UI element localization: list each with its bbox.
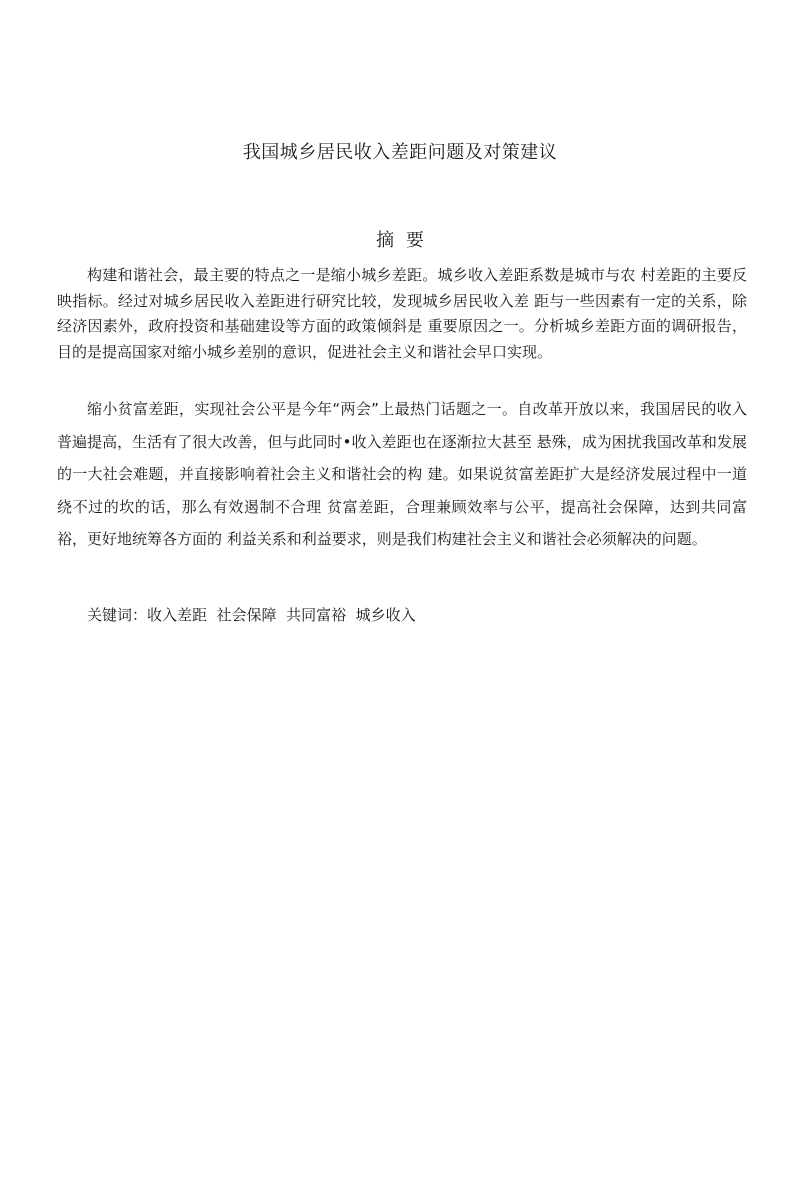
keywords-line: 关键词：收入差距 社会保障 共同富裕 城乡收入 (87, 606, 416, 624)
abstract-heading: 摘 要 (376, 230, 424, 251)
abstract-paragraph-1: 构建和谐社会，最主要的特点之一是缩小城乡差距。城乡收入差距系数是城市与农 村差距的主要反映指标。经过对城乡居民收入差距进行研究比较，发现城乡居民收入差 距与一些因素有一定的关系，除经济因素外，政府投资和基础建设等方面的政策倾斜是 重要原因之一。分析城乡差距方面的调研报告，目的是提高国家对缩小城乡差别的意识，促进社会主义和谐社会早口实现。 (57, 266, 747, 361)
abstract-paragraph-2: 缩小贫富差距，实现社会公平是今年“两会”上最热门话题之一。自改革开放以来，我国居民的收入普遍提高，生活有了很大改善，但与此同时•收入差距也在逐渐拉大甚至 悬殊，成为困扰我国改革和发展的一大社会难题，并直接影响着社会主义和谐社会的构 建。如果说贫富差距扩大是经济发展过程中一道绕不过的坎的话，那么有效遏制不合理 贫富差距，合理兼顾效率与公平，提高社会保障，达到共同富裕，更好地统筹各方面的 利益关系和利益要求，则是我们构建社会主义和谐社会必须解决的问题。 (57, 400, 747, 548)
document-title: 我国城乡居民收入差距问题及对策建议 (242, 142, 558, 163)
